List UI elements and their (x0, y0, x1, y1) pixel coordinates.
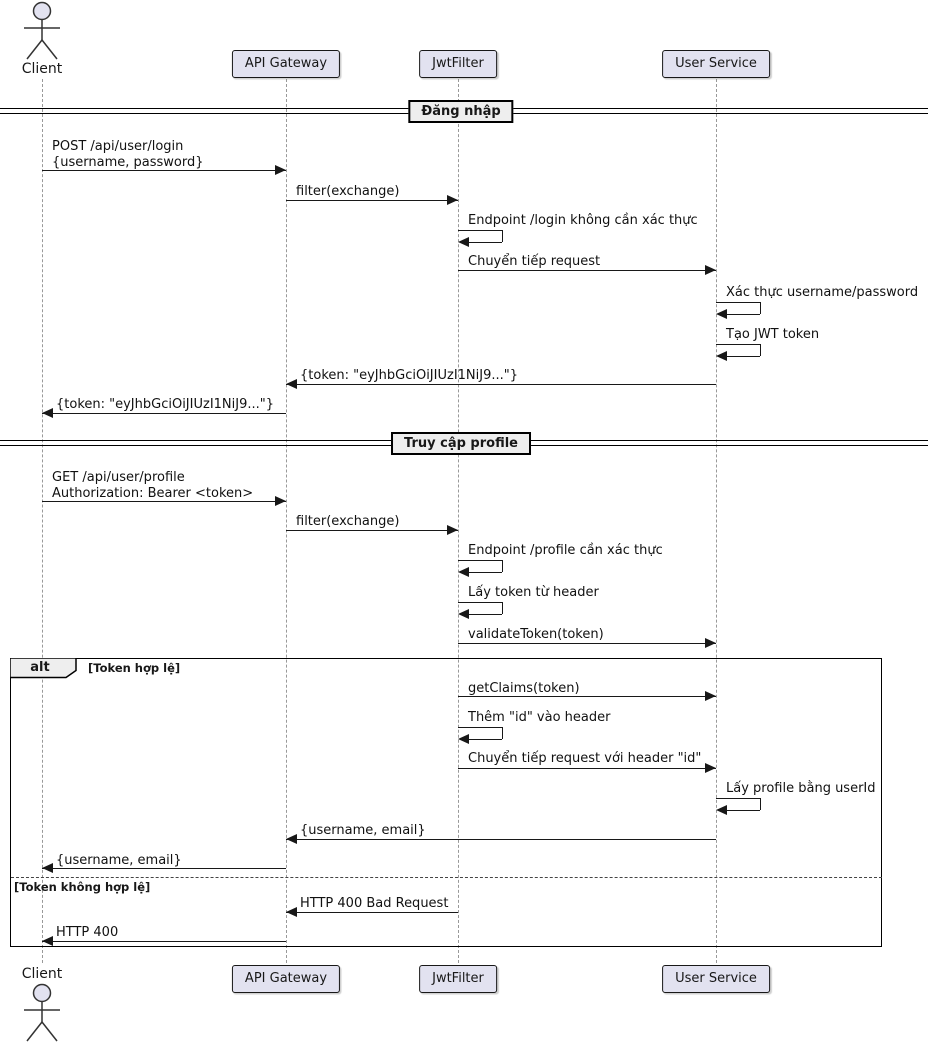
self-message-bottom (467, 614, 502, 615)
message-arrowhead (447, 525, 458, 535)
message-label: HTTP 400 (56, 925, 119, 940)
section-divider-title: Đăng nhập (408, 100, 513, 123)
alt-condition-0: [Token hợp lệ] (88, 661, 181, 675)
self-message-top (458, 727, 502, 728)
message-label: POST /api/user/login (52, 139, 184, 154)
participant-gateway-top: API Gateway (232, 50, 340, 78)
self-message-top (716, 302, 760, 303)
message-label: HTTP 400 Bad Request (300, 896, 449, 911)
message-label: Endpoint /login không cần xác thực (468, 213, 698, 228)
message-label: filter(exchange) (296, 184, 400, 199)
message-arrowhead (42, 408, 53, 418)
message-label: Authorization: Bearer <token> (52, 486, 254, 501)
message-arrowhead (286, 907, 297, 917)
message-arrowhead (458, 734, 469, 744)
message-label: {username, email} (56, 853, 182, 868)
message-arrowhead (705, 691, 716, 701)
message-arrow-line (458, 643, 716, 644)
alt-frame-operator-label: alt (30, 660, 50, 675)
message-arrowhead (458, 609, 469, 619)
participant-client-bottom-label: Client (21, 966, 63, 982)
message-arrowhead (286, 834, 297, 844)
message-arrow-line (286, 384, 716, 385)
self-message-side (760, 798, 761, 810)
actor-figure-client-bottom (20, 983, 64, 1047)
message-arrowhead (275, 165, 286, 175)
message-arrow-line (42, 941, 286, 942)
message-arrowhead (275, 496, 286, 506)
self-message-bottom (467, 242, 502, 243)
message-label: GET /api/user/profile (52, 470, 185, 485)
message-label: getClaims(token) (468, 681, 580, 696)
self-message-top (458, 230, 502, 231)
message-label: {token: "eyJhbGciOiJIUzI1NiJ9..."} (300, 368, 519, 383)
self-message-bottom (467, 572, 502, 573)
participant-jwtfilter-top: JwtFilter (419, 50, 497, 78)
actor-figure-client-top (20, 1, 64, 69)
message-arrowhead (705, 265, 716, 275)
self-message-top (458, 560, 502, 561)
participant-client-top-label: Client (21, 61, 63, 77)
self-message-bottom (725, 314, 760, 315)
message-arrowhead (458, 567, 469, 577)
message-arrow-line (286, 839, 716, 840)
self-message-top (716, 344, 760, 345)
participant-jwtfilter-bottom: JwtFilter (419, 965, 497, 993)
message-arrow-line (286, 530, 458, 531)
message-arrowhead (705, 763, 716, 773)
self-message-side (502, 602, 503, 614)
message-arrowhead (716, 351, 727, 361)
message-label: Endpoint /profile cần xác thực (468, 543, 663, 558)
message-label: Lấy profile bằng userId (726, 781, 876, 796)
alt-condition-1: [Token không hợp lệ] (14, 880, 151, 894)
message-label: filter(exchange) (296, 514, 400, 529)
section-divider-title: Truy cập profile (391, 432, 531, 455)
self-message-side (760, 344, 761, 356)
message-label: {token: "eyJhbGciOiJIUzI1NiJ9..."} (56, 397, 275, 412)
message-arrowhead (705, 638, 716, 648)
message-arrowhead (447, 195, 458, 205)
message-arrow-line (458, 270, 716, 271)
message-arrow-line (286, 912, 458, 913)
message-label: Xác thực username/password (726, 285, 919, 300)
self-message-bottom (725, 356, 760, 357)
message-arrow-line (42, 413, 286, 414)
self-message-side (502, 727, 503, 739)
self-message-top (458, 602, 502, 603)
participant-gateway-bottom: API Gateway (232, 965, 340, 993)
message-arrow-line (458, 768, 716, 769)
message-label: {username, email} (300, 823, 426, 838)
self-message-side (760, 302, 761, 314)
message-label: Chuyển tiếp request với header "id" (468, 751, 702, 766)
message-label: {username, password} (52, 155, 204, 170)
message-arrowhead (42, 936, 53, 946)
participant-userservice-bottom: User Service (662, 965, 770, 993)
self-message-top (716, 798, 760, 799)
message-arrowhead (458, 237, 469, 247)
message-label: Tạo JWT token (726, 327, 820, 342)
alt-frame-section-divider (11, 877, 882, 878)
self-message-bottom (725, 810, 760, 811)
self-message-side (502, 230, 503, 242)
message-arrow-line (286, 200, 458, 201)
message-arrowhead (42, 863, 53, 873)
message-label: Chuyển tiếp request (468, 254, 601, 269)
self-message-side (502, 560, 503, 572)
message-label: Thêm "id" vào header (468, 710, 611, 725)
participant-userservice-top: User Service (662, 50, 770, 78)
message-label: Lấy token từ header (468, 585, 599, 600)
message-label: validateToken(token) (468, 627, 604, 642)
message-arrowhead (716, 805, 727, 815)
message-arrowhead (286, 379, 297, 389)
message-arrowhead (716, 309, 727, 319)
self-message-bottom (467, 739, 502, 740)
